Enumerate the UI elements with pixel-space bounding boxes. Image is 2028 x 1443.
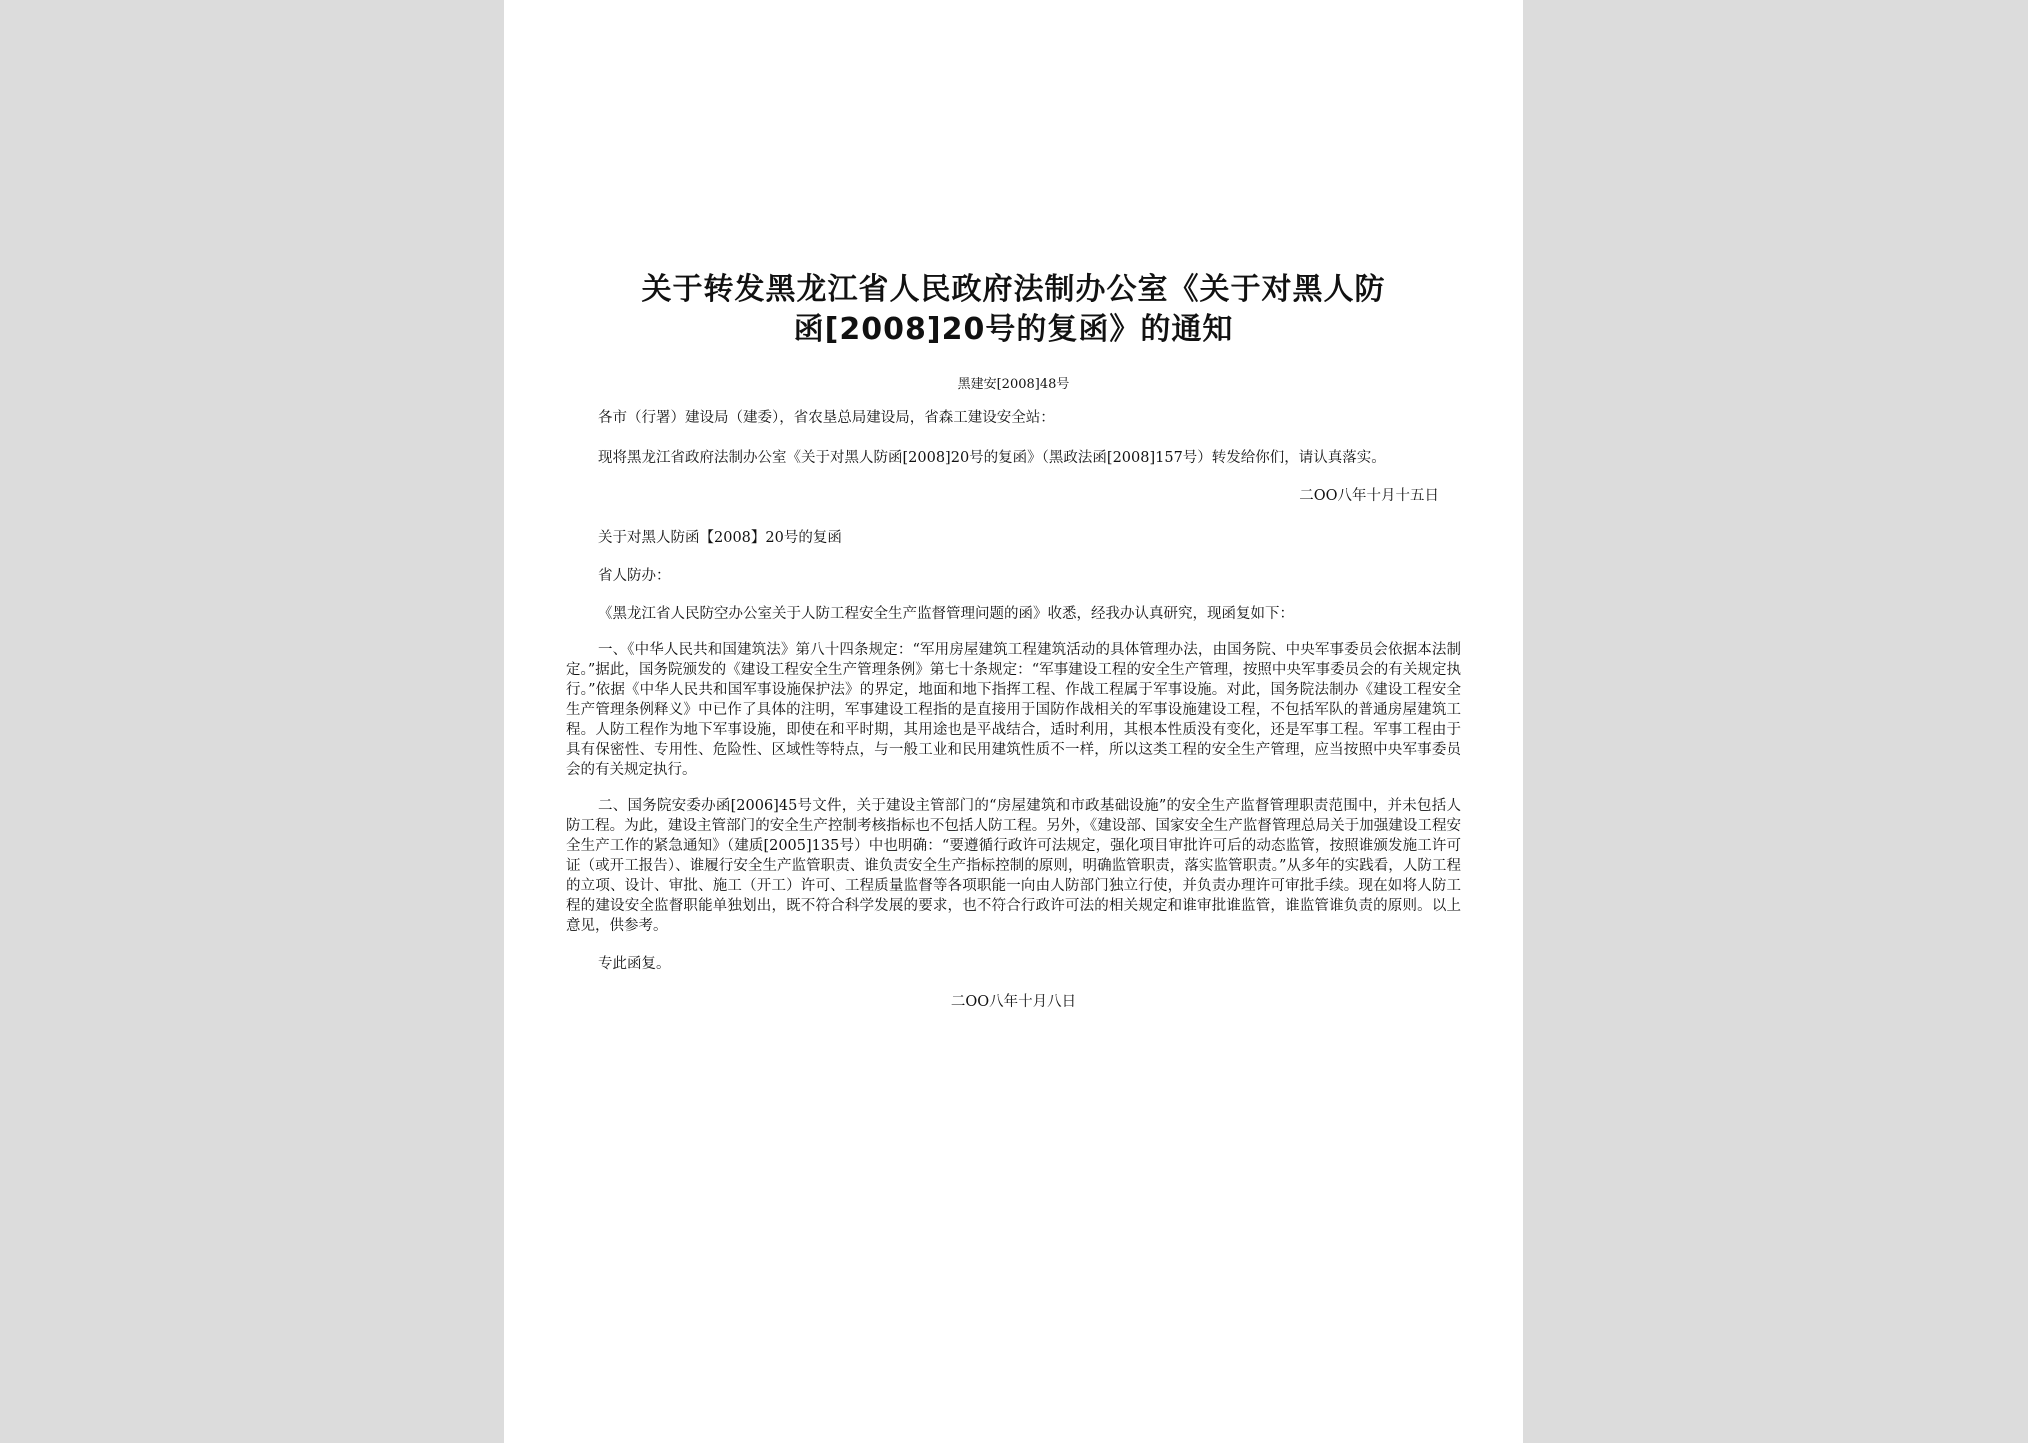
point-two-paragraph: 二、国务院安委办函[2006]45号文件，关于建设主管部门的“房屋建筑和市政基础设施”的安全生产监督管理职责范围中，并未包括人防工程。为此，建设主管部门的安全生产控制考核指标也不包括人防工程。另外，《建设部、国家安全生产监督管理总局关于加强建设工程安全生产工作的紧急通知》（建质[2005]135号）中也明确：“要遵循行政许可法规定，强化项目审批许可后的动态监管，按照谁颁发施工许可证（或开工报告）、谁履行安全生产监管职责、谁负责安全生产指标控制的原则，明确监管职责，落实监管职责。”从多年的实践看，人防工程的立项、设计、审批、施工（开工）许可、工程质量监督等各项职能一向由人防部门独立行使，并负责办理许可审批手续。现在如将人防工程的建设安全监督职能单独划出，既不符合科学发展的要求，也不符合行政许可法的相关规定和谁审批谁监管，谁监管谁负责的原则。以上意见，供参考。 bbox=[566, 798, 1461, 934]
notice-date: 二OO八年十月十五日 bbox=[1299, 488, 1439, 504]
document-page bbox=[504, 0, 1523, 1443]
closing-text: 专此函复。 bbox=[598, 956, 671, 972]
title-line-1: 关于转发黑龙江省人民政府法制办公室《关于对黑人防 bbox=[641, 272, 1386, 307]
reply-title: 关于对黑人防函【2008】20号的复函 bbox=[598, 530, 842, 546]
notice-paragraph: 现将黑龙江省政府法制办公室《关于对黑人防函[2008]20号的复函》（黑政法函[2008]157号）转发给你们，请认真落实。 bbox=[598, 450, 1386, 466]
document-content bbox=[566, 270, 1461, 1012]
title-line-2: 函[2008]20号的复函》的通知 bbox=[793, 312, 1234, 347]
point-one-paragraph: 一、《中华人民共和国建筑法》第八十四条规定：“军用房屋建筑工程建筑活动的具体管理办法，由国务院、中央军事委员会依据本法制定。”据此，国务院颁发的《建设工程安全生产管理条例》第七十条规定：“军事建设工程的安全生产管理，按照中央军事委员会的有关规定执行。”依据《中华人民共和国军事设施保护法》的界定，地面和地下指挥工程、作战工程属于军事设施。对此，国务院法制办《建设工程安全生产管理条例释义》中已作了具体的注明，军事建设工程指的是直接用于国防作战相关的军事设施建设工程，不包括军队的普通房屋建筑工程。人防工程作为地下军事设施，即使在和平时期，其用途也是平战结合，适时利用，其根本性质没有变化，还是军事工程。军事工程由于具有保密性、专用性、危险性、区域性等特点，与一般工业和民用建筑性质不一样，所以这类工程的安全生产管理，应当按照中央军事委员会的有关规定执行。 bbox=[566, 642, 1461, 778]
document-number: 黑建安[2008]48号 bbox=[957, 377, 1070, 392]
reply-date: 二OO八年十月八日 bbox=[950, 994, 1077, 1010]
salutation: 各市（行署）建设局（建委），省农垦总局建设局，省森工建设安全站： bbox=[598, 410, 1055, 426]
reply-recipient: 省人防办： bbox=[598, 568, 671, 584]
document-title bbox=[566, 270, 1461, 350]
reply-intro-paragraph: 《黑龙江省人民防空办公室关于人防工程安全生产监督管理问题的函》收悉，经我办认真研究，现函复如下： bbox=[598, 606, 1294, 622]
